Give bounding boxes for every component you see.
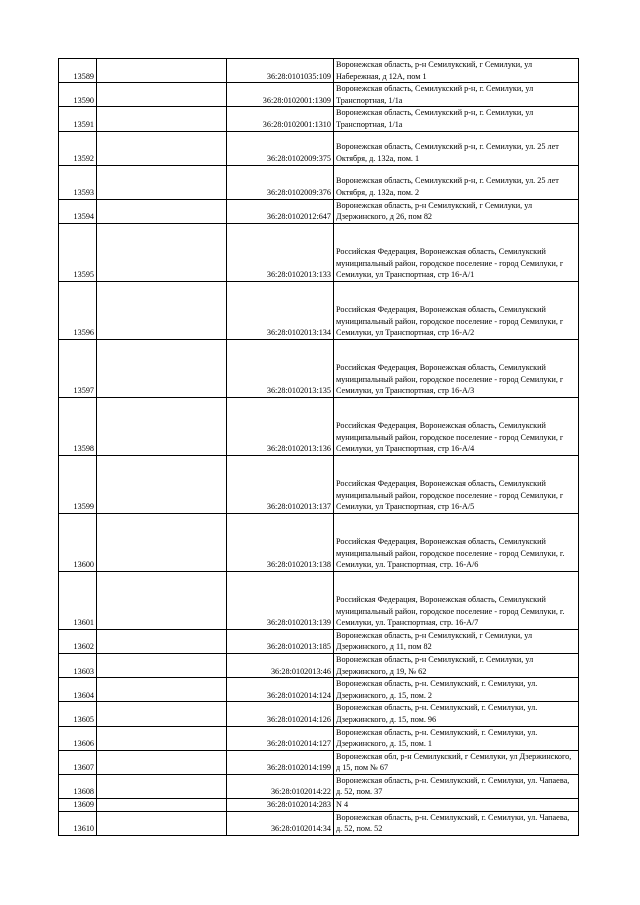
cadastral-number-cell: 36:28:0102014:34	[227, 811, 334, 835]
cadastral-number-cell: 36:28:0101035:109	[227, 59, 334, 83]
cadastral-number-cell: 36:28:0102014:126	[227, 702, 334, 726]
registry-table-body	[59, 59, 579, 836]
row-number-cell: 13598	[59, 397, 97, 455]
address-cell: Воронежская область, р-н Семилукский, г. Семилуки, ул Дзержинского, д 19, № 62	[334, 653, 579, 677]
row-number-cell: 13608	[59, 774, 97, 798]
table-row	[59, 726, 579, 750]
cadastral-number-cell: 36:28:0102013:138	[227, 513, 334, 571]
address-cell: Воронежская обл, р-н Семилукский, г Семилуки, ул Дзержинского, д 15, пом № 67	[334, 750, 579, 774]
row-number-cell: 13607	[59, 750, 97, 774]
cadastral-number-cell: 36:28:0102013:133	[227, 223, 334, 281]
empty-cell	[97, 702, 227, 726]
table-row	[59, 811, 579, 835]
empty-cell	[97, 107, 227, 131]
address-cell: Российская Федерация, Воронежская область, Семилукский муниципальный район, городское поселение - город Семилуки, г Семилуки, ул Транспортная, стр 16-А/4	[334, 397, 579, 455]
row-number-cell: 13593	[59, 165, 97, 199]
table-row	[59, 750, 579, 774]
empty-cell	[97, 131, 227, 165]
row-number-cell: 13590	[59, 83, 97, 107]
address-cell: Воронежская область, Семилукский р-н, г. Семилуки, ул. 25 лет Октября, д. 132а, пом. 2	[334, 165, 579, 199]
table-row	[59, 571, 579, 629]
table-row	[59, 107, 579, 131]
address-cell: Воронежская область, Семилукский р-н, г. Семилуки, ул. 25 лет Октября, д. 132а, пом. 1	[334, 131, 579, 165]
table-row	[59, 629, 579, 653]
row-number-cell: 13604	[59, 678, 97, 702]
table-row	[59, 397, 579, 455]
cadastral-number-cell: 36:28:0102013:136	[227, 397, 334, 455]
empty-cell	[97, 397, 227, 455]
row-number-cell: 13601	[59, 571, 97, 629]
table-row	[59, 199, 579, 223]
empty-cell	[97, 653, 227, 677]
address-cell: Воронежская область, р-н. Семилукский, г. Семилуки, ул. Дзержинского, д. 15, пом. 2	[334, 678, 579, 702]
address-cell: Российская Федерация, Воронежская область, Семилукский муниципальный район, городское поселение - город Семилуки, г. Семилуки, ул. Транспортная, стр. 16-А/6	[334, 513, 579, 571]
row-number-cell: 13606	[59, 726, 97, 750]
table-row	[59, 513, 579, 571]
row-number-cell: 13594	[59, 199, 97, 223]
cadastral-number-cell: 36:28:0102014:199	[227, 750, 334, 774]
table-row	[59, 223, 579, 281]
cadastral-number-cell: 36:28:0102012:647	[227, 199, 334, 223]
address-cell: Воронежская область, Семилукский р-н, г. Семилуки, ул Транспортная, 1/1а	[334, 83, 579, 107]
row-number-cell: 13603	[59, 653, 97, 677]
empty-cell	[97, 678, 227, 702]
row-number-cell: 13591	[59, 107, 97, 131]
empty-cell	[97, 83, 227, 107]
table-row	[59, 281, 579, 339]
cadastral-number-cell: 36:28:0102013:185	[227, 629, 334, 653]
cadastral-number-cell: 36:28:0102013:46	[227, 653, 334, 677]
address-cell: Воронежская область, р-н. Семилукский, г. Семилуки, ул. Чапаева, д. 52, пом. 52	[334, 811, 579, 835]
address-cell: Российская Федерация, Воронежская область, Семилукский муниципальный район, городское поселение - город Семилуки, г Семилуки, ул Транспортная, стр 16-А/5	[334, 455, 579, 513]
empty-cell	[97, 59, 227, 83]
empty-cell	[97, 281, 227, 339]
row-number-cell: 13610	[59, 811, 97, 835]
row-number-cell: 13599	[59, 455, 97, 513]
row-number-cell: 13609	[59, 799, 97, 812]
table-row	[59, 59, 579, 83]
empty-cell	[97, 629, 227, 653]
address-cell: Воронежская область, р-н Семилукский, г Семилуки, ул Набережная, д 12А, пом 1	[334, 59, 579, 83]
address-cell: Воронежская область, р-н Семилукский, г Семилуки, ул Дзержинского, д 26, пом 82	[334, 199, 579, 223]
table-row	[59, 131, 579, 165]
registry-table	[58, 58, 579, 836]
table-row	[59, 339, 579, 397]
address-cell: N 4	[334, 799, 579, 812]
cadastral-number-cell: 36:28:0102014:124	[227, 678, 334, 702]
row-number-cell: 13589	[59, 59, 97, 83]
empty-cell	[97, 811, 227, 835]
table-row	[59, 702, 579, 726]
cadastral-number-cell: 36:28:0102001:1309	[227, 83, 334, 107]
cadastral-number-cell: 36:28:0102013:134	[227, 281, 334, 339]
row-number-cell: 13605	[59, 702, 97, 726]
empty-cell	[97, 339, 227, 397]
cadastral-number-cell: 36:28:0102001:1310	[227, 107, 334, 131]
address-cell: Воронежская область, Семилукский р-н, г. Семилуки, ул Транспортная, 1/1а	[334, 107, 579, 131]
cadastral-number-cell: 36:28:0102014:283	[227, 799, 334, 812]
table-row	[59, 678, 579, 702]
address-cell: Российская Федерация, Воронежская область, Семилукский муниципальный район, городское поселение - город Семилуки, г Семилуки, ул Транспортная, стр 16-А/2	[334, 281, 579, 339]
row-number-cell: 13602	[59, 629, 97, 653]
table-row	[59, 653, 579, 677]
table-row	[59, 799, 579, 812]
cadastral-number-cell: 36:28:0102009:375	[227, 131, 334, 165]
row-number-cell: 13596	[59, 281, 97, 339]
cadastral-number-cell: 36:28:0102013:139	[227, 571, 334, 629]
empty-cell	[97, 726, 227, 750]
empty-cell	[97, 799, 227, 812]
row-number-cell: 13600	[59, 513, 97, 571]
row-number-cell: 13592	[59, 131, 97, 165]
table-row	[59, 774, 579, 798]
empty-cell	[97, 571, 227, 629]
empty-cell	[97, 223, 227, 281]
empty-cell	[97, 199, 227, 223]
address-cell: Воронежская область, р-н Семилукский, г Семилуки, ул Дзержинского, д 11, пом 82	[334, 629, 579, 653]
address-cell: Российская Федерация, Воронежская область, Семилукский муниципальный район, городское поселение - город Семилуки, г. Семилуки, ул. Транспортная, стр. 16-А/7	[334, 571, 579, 629]
table-row	[59, 455, 579, 513]
cadastral-number-cell: 36:28:0102013:135	[227, 339, 334, 397]
address-cell: Российская Федерация, Воронежская область, Семилукский муниципальный район, городское поселение - город Семилуки, г Семилуки, ул Транспортная, стр 16-А/1	[334, 223, 579, 281]
address-cell: Воронежская область, р-н. Семилукский, г. Семилуки, ул. Дзержинского, д. 15, пом. 96	[334, 702, 579, 726]
row-number-cell: 13595	[59, 223, 97, 281]
row-number-cell: 13597	[59, 339, 97, 397]
empty-cell	[97, 774, 227, 798]
address-cell: Воронежская область, р-н. Семилукский, г. Семилуки, ул. Дзержинского, д. 15, пом. 1	[334, 726, 579, 750]
empty-cell	[97, 513, 227, 571]
table-row	[59, 83, 579, 107]
cadastral-number-cell: 36:28:0102013:137	[227, 455, 334, 513]
table-row	[59, 165, 579, 199]
empty-cell	[97, 750, 227, 774]
address-cell: Воронежская область, р-н. Семилукский, г. Семилуки, ул. Чапаева, д. 52, пом. 37	[334, 774, 579, 798]
cadastral-number-cell: 36:28:0102014:22	[227, 774, 334, 798]
cadastral-number-cell: 36:28:0102014:127	[227, 726, 334, 750]
empty-cell	[97, 455, 227, 513]
address-cell: Российская Федерация, Воронежская область, Семилукский муниципальный район, городское поселение - город Семилуки, г Семилуки, ул Транспортная, стр 16-А/3	[334, 339, 579, 397]
empty-cell	[97, 165, 227, 199]
cadastral-number-cell: 36:28:0102009:376	[227, 165, 334, 199]
